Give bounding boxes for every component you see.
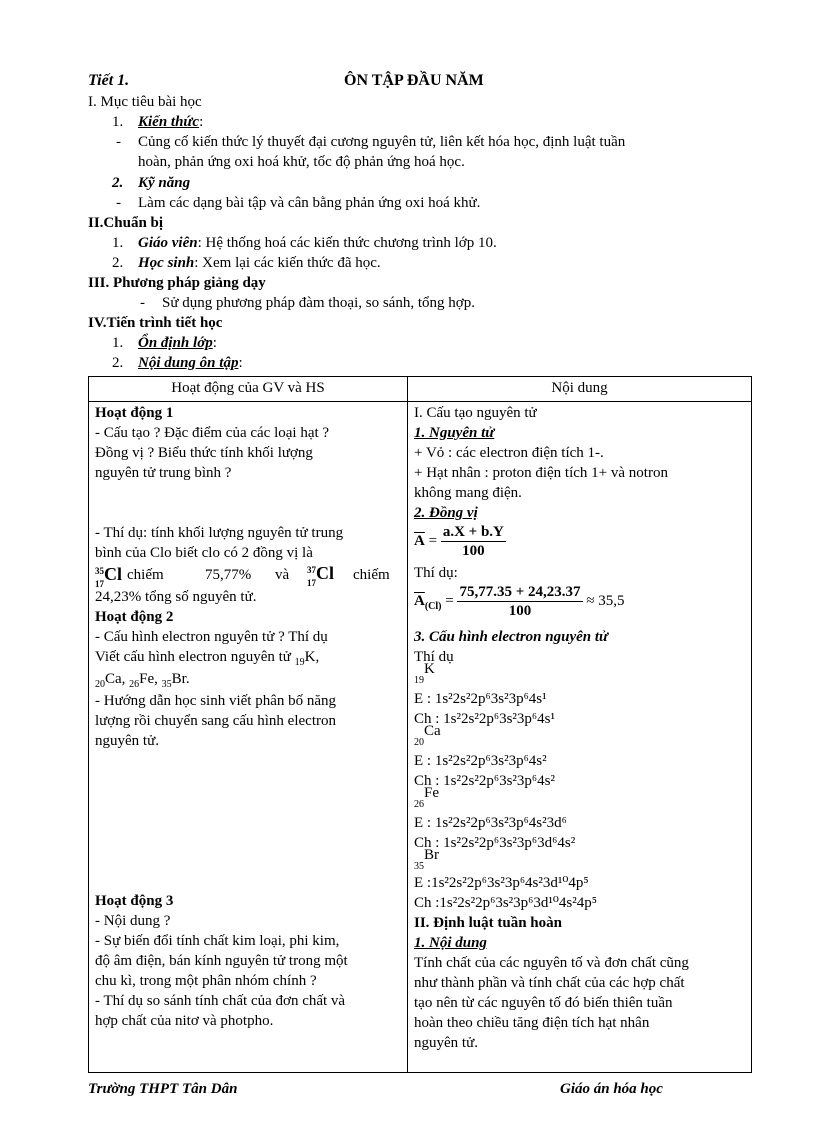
activity-2-line: - Hướng dẫn học sinh viết phân bố năng	[95, 693, 337, 709]
footer-school: Trường THPT Tân Dân	[88, 1081, 238, 1097]
average-mass-formula: $\overline{A}$ = $\frac{a.X + b.Y}{100}$	[414, 524, 504, 559]
student-label: Học sinh	[138, 255, 195, 271]
config-line: E : 1s²2s²2p⁶3s²3p⁶4s²3d⁶	[414, 815, 567, 831]
example-line: 24,23% tổng số nguyên tử.	[95, 589, 257, 605]
activity-1-line: Đồng vị ? Biểu thức tính khối lượng	[95, 445, 313, 461]
activity-3-title: Hoạt động 3	[95, 893, 174, 909]
item-number: 1.	[112, 335, 124, 351]
class-order-item	[138, 333, 217, 353]
activity-1-title: Hoạt động 1	[95, 405, 174, 421]
content-line: Thí dụ:	[414, 565, 458, 581]
review-content-label: Nội dung ôn tập	[138, 355, 239, 371]
activity-3-line: chu kì, trong một phân nhóm chính ?	[95, 973, 317, 989]
dash: -	[116, 134, 121, 150]
colon: :	[212, 335, 217, 351]
item-number: 2.	[112, 355, 124, 371]
content-heading: I. Cấu tạo nguyên tử	[414, 405, 537, 421]
item-number: 1.	[112, 235, 124, 251]
methods-text: Sử dụng phương pháp đàm thoại, so sánh, tổng hợp.	[162, 295, 475, 311]
activity-2-title: Hoạt động 2	[95, 609, 174, 625]
isotopes-line	[95, 563, 401, 589]
content-subheading: 1. Nguyên tử	[414, 425, 495, 441]
section-process: IV.Tiến trình tiết học	[88, 315, 223, 331]
content-line: tạo nên từ các nguyên tố đó biến thiên tuần	[414, 995, 673, 1011]
student-item	[138, 253, 381, 273]
knowledge-text-1: Củng cố kiến thức lý thuyết đại cương nguyên tử, liên kết hóa học, định luật tuần	[138, 134, 626, 150]
activity-2-line: Viết cấu hình electron nguyên tử $_{19}$K,	[95, 649, 320, 668]
item-number: 2.	[112, 255, 124, 271]
content-subheading: 1. Nội dung	[414, 935, 487, 951]
content-line: + Hạt nhân : proton điện tích 1+ và notron	[414, 465, 668, 481]
section-methods: III. Phương pháp giảng dạy	[88, 275, 266, 291]
text: chiếm	[353, 567, 390, 583]
element-fe: $_{26}^{Fe}$	[414, 785, 439, 810]
lesson-table	[88, 376, 752, 1073]
colon: :	[238, 355, 243, 371]
activity-2-elements: $_{20}$Ca, $_{26}$Fe, $_{35}$Br.	[95, 671, 190, 690]
config-line: Ch : 1s²2s²2p⁶3s²3p⁶3d⁶4s²	[414, 835, 576, 851]
percent: 75,77%	[205, 567, 252, 583]
content-subheading: 2. Đồng vị	[414, 505, 478, 521]
dash: -	[140, 295, 145, 311]
activity-3-line: - Sự biến đổi tính chất kim loại, phi kim,	[95, 933, 340, 949]
content-line: Thí dụ	[414, 649, 454, 665]
chlorine-mass-formula: $\overline{A}_{(Cl)}$ = $\frac{75,77.35 + 24,23.37}{100}$ ≈ 35,5	[414, 584, 625, 619]
text: chiếm	[127, 567, 164, 583]
config-line: E :1s²2s²2p⁶3s²3p⁶4s²3d¹⁰4p⁵	[414, 875, 589, 891]
skills-label: Kỹ năng	[138, 175, 191, 191]
activity-2-line: - Cấu hình electron nguyên tử ? Thí dụ	[95, 629, 328, 645]
activity-1-line: nguyên tử trung bình ?	[95, 465, 232, 481]
config-line: Ch :1s²2s²2p⁶3s²3p⁶3d¹⁰4s²4p⁵	[414, 895, 597, 911]
activity-1-line: - Cấu tạo ? Đặc điểm của các loại hạt ?	[95, 425, 330, 441]
text: và	[275, 567, 290, 583]
config-line: E : 1s²2s²2p⁶3s²3p⁶4s¹	[414, 691, 547, 707]
column-header-content: Nội dung	[408, 377, 752, 402]
config-line: Ch : 1s²2s²2p⁶3s²3p⁶4s²	[414, 773, 555, 789]
colon: :	[199, 114, 204, 130]
content-line: như thành phần và tính chất của các hợp chất	[414, 975, 685, 991]
teacher-label: Giáo viên	[138, 235, 198, 251]
example-line: bình của Clo biết clo có 2 đồng vị là	[95, 545, 313, 561]
section-objectives: I. Mục tiêu bài học	[88, 94, 202, 110]
element-br: $_{35}^{Br}$	[414, 847, 439, 872]
activity-2-line: lượng rồi chuyển sang cấu hình electron	[95, 713, 336, 729]
review-content-item	[138, 353, 243, 373]
element-k: $_{19}^K$	[414, 661, 435, 686]
item-number: 1.	[112, 114, 124, 130]
content-line: Tính chất của các nguyên tố và đơn chất cũng	[414, 955, 689, 971]
class-order-label: Ổn định lớp	[138, 335, 213, 351]
content-heading: II. Định luật tuần hoàn	[414, 915, 562, 931]
student-text: : Xem lại các kiến thức đã học.	[194, 255, 381, 271]
column-header-activities: Hoạt động của GV và HS	[89, 377, 408, 402]
example-line: - Thí dụ: tính khối lượng nguyên tử trung	[95, 525, 344, 541]
activities-cell	[89, 402, 408, 1073]
activity-3-line: - Nội dung ?	[95, 913, 171, 929]
activity-3-line: - Thí dụ so sánh tính chất của đơn chất và	[95, 993, 346, 1009]
config-line: Ch : 1s²2s²2p⁶3s²3p⁶4s¹	[414, 711, 555, 727]
activity-3-line: hợp chất của nitơ và photpho.	[95, 1013, 274, 1029]
teacher-text: : Hệ thống hoá các kiến thức chương trình lớp 10.	[197, 235, 497, 251]
knowledge-label: Kiến thức	[138, 114, 200, 130]
content-cell	[408, 402, 752, 1073]
footer-subject: Giáo án hóa học	[560, 1081, 663, 1097]
isotope-cl37: 37 17 Cl	[307, 563, 334, 588]
content-subheading: 3. Cấu hình electron nguyên tử	[414, 629, 609, 645]
teacher-item	[138, 233, 497, 253]
content-line: hoàn theo chiều tăng điện tích hạt nhân	[414, 1015, 650, 1031]
item-number: 2.	[112, 175, 124, 191]
isotope-cl35: 35 17 Cl	[95, 563, 122, 589]
element-ca: $_{20}^{Ca}$	[414, 723, 441, 748]
knowledge-text-2: hoàn, phản ứng oxi hoá khử, tốc độ phản ứng hoá học.	[138, 154, 465, 170]
content-line: không mang điện.	[414, 485, 522, 501]
section-preparation: II.Chuẩn bị	[88, 215, 164, 231]
page-title: ÔN TẬP ĐẦU NĂM	[344, 72, 484, 89]
content-line: + Vỏ : các electron điện tích 1-.	[414, 445, 604, 461]
skills-text: Làm các dạng bài tập và cân bằng phản ứng oxi hoá khử.	[138, 195, 481, 211]
config-line: E : 1s²2s²2p⁶3s²3p⁶4s²	[414, 753, 547, 769]
lesson-label: Tiết 1.	[88, 72, 130, 89]
activity-2-line: nguyên tử.	[95, 733, 159, 749]
dash: -	[116, 195, 121, 211]
activity-3-line: độ âm điện, bán kính nguyên tử trong một	[95, 953, 348, 969]
content-line: nguyên tử.	[414, 1035, 478, 1051]
knowledge-item	[138, 112, 203, 132]
